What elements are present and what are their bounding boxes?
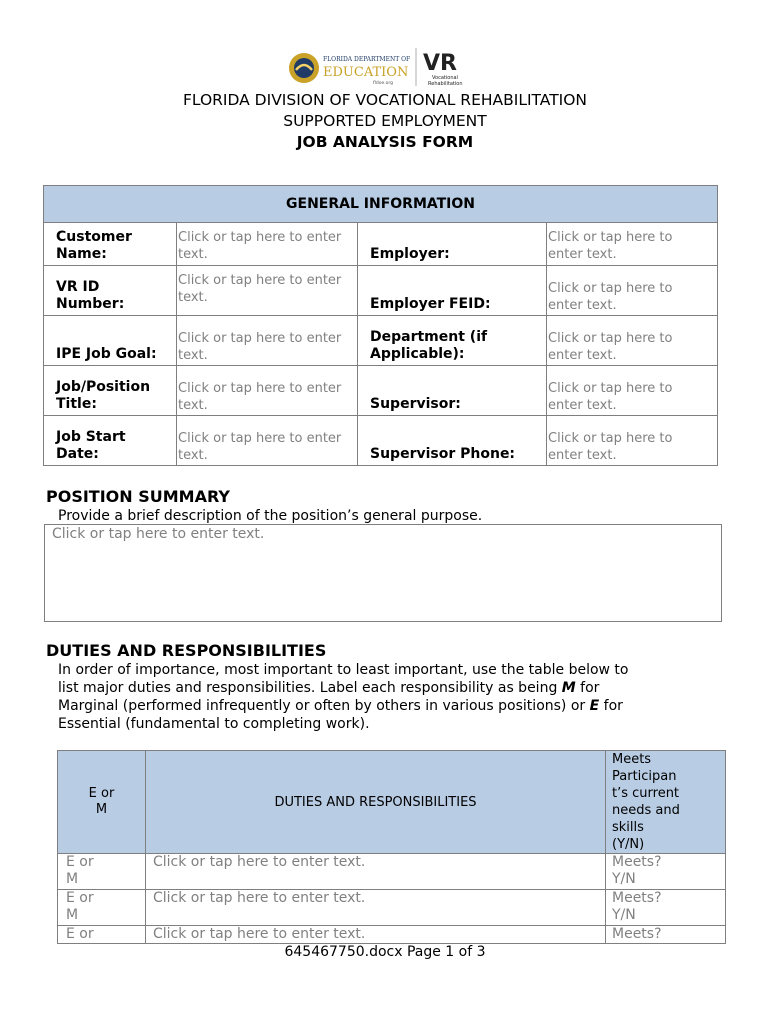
fldoe-logo	[289, 53, 410, 86]
table-row	[58, 926, 726, 944]
table-row	[44, 366, 718, 416]
form-title: JOB ANALYSIS FORM	[296, 133, 474, 151]
job-start-date-label: Job Start Date:	[44, 416, 177, 466]
program-title: SUPPORTED EMPLOYMENT	[283, 112, 487, 130]
position-summary-heading: POSITION SUMMARY	[46, 487, 231, 506]
department-field[interactable]: Click or tap here to enter text.	[547, 316, 718, 366]
duties-heading: DUTIES AND RESPONSIBILITIES	[46, 641, 327, 660]
employer-feid-field[interactable]: Click or tap here to enter text.	[547, 266, 718, 316]
e-or-m-field[interactable]: E or	[58, 926, 146, 944]
meets-field[interactable]: Meets? Y/N	[606, 854, 726, 890]
vr-logo	[423, 51, 463, 87]
logo-education-sub: fldoe.org	[373, 81, 394, 86]
logo-vr-sub2: Rehabilitation	[428, 81, 463, 87]
ipe-job-goal-label: IPE Job Goal:	[44, 316, 177, 366]
supervisor-phone-label: Supervisor Phone:	[358, 416, 547, 466]
logo-vr-sub1: Vocational	[432, 75, 458, 81]
position-summary-field[interactable]	[44, 524, 722, 622]
col-duties-header: DUTIES AND RESPONSIBILITIES	[146, 751, 606, 854]
job-position-title-field[interactable]: Click or tap here to enter text.	[177, 366, 358, 416]
e-or-m-field[interactable]: E or M	[58, 854, 146, 890]
logo-education-top: FLORIDA DEPARTMENT OF	[323, 56, 411, 63]
meets-field[interactable]: Meets? Y/N	[606, 890, 726, 926]
general-information-heading: GENERAL INFORMATION	[44, 186, 718, 223]
duty-field[interactable]: Click or tap here to enter text.	[146, 854, 606, 890]
customer-name-field[interactable]: Click or tap here to enter text.	[177, 223, 358, 266]
table-row	[58, 854, 726, 890]
table-row	[58, 890, 726, 926]
table-row	[44, 223, 718, 266]
duty-field[interactable]: Click or tap here to enter text.	[146, 926, 606, 944]
duties-instructions: In order of importance, most important to least important, use the table below to list major duties and responsibilities. Label each responsibility as being M for Marginal (performed infrequently or often by others in various positions) or E for Essential (fundamental to completing work).	[58, 662, 629, 732]
col-meets-header: Meets Participan t’s current needs and skills (Y/N)	[606, 751, 726, 854]
job-position-title-label: Job/Position Title:	[44, 366, 177, 416]
logo-vr-main: VR	[423, 51, 457, 76]
agency-title: FLORIDA DIVISION OF VOCATIONAL REHABILITATION	[182, 91, 588, 109]
position-summary-instruction: Provide a brief description of the position’s general purpose.	[58, 508, 483, 524]
table-row	[44, 266, 718, 316]
page-footer: 645467750.docx Page 1 of 3	[284, 944, 486, 960]
employer-label: Employer:	[358, 223, 547, 266]
ipe-job-goal-field[interactable]: Click or tap here to enter text.	[177, 316, 358, 366]
customer-name-label: Customer Name:	[44, 223, 177, 266]
employer-field[interactable]: Click or tap here to enter text.	[547, 223, 718, 266]
position-summary-placeholder: Click or tap here to enter text.	[52, 526, 265, 542]
logo-education-main: EDUCATION	[323, 65, 409, 80]
duties-table	[57, 750, 726, 944]
col-e-or-m-header: E or M	[58, 751, 146, 854]
vr-id-number-field[interactable]: Click or tap here to enter text.	[177, 266, 358, 316]
e-or-m-field[interactable]: E or M	[58, 890, 146, 926]
employer-feid-label: Employer FEID:	[358, 266, 547, 316]
table-row	[44, 416, 718, 466]
duty-field[interactable]: Click or tap here to enter text.	[146, 890, 606, 926]
duties-table-header	[58, 751, 726, 854]
header-logos	[288, 46, 473, 88]
general-information-table	[43, 185, 718, 466]
supervisor-label: Supervisor:	[358, 366, 547, 416]
table-row	[44, 316, 718, 366]
job-start-date-field[interactable]: Click or tap here to enter text.	[177, 416, 358, 466]
vr-id-number-label: VR ID Number:	[44, 266, 177, 316]
meets-field[interactable]: Meets?	[606, 926, 726, 944]
supervisor-phone-field[interactable]: Click or tap here to enter text.	[547, 416, 718, 466]
supervisor-field[interactable]: Click or tap here to enter text.	[547, 366, 718, 416]
department-label: Department (if Applicable):	[358, 316, 547, 366]
